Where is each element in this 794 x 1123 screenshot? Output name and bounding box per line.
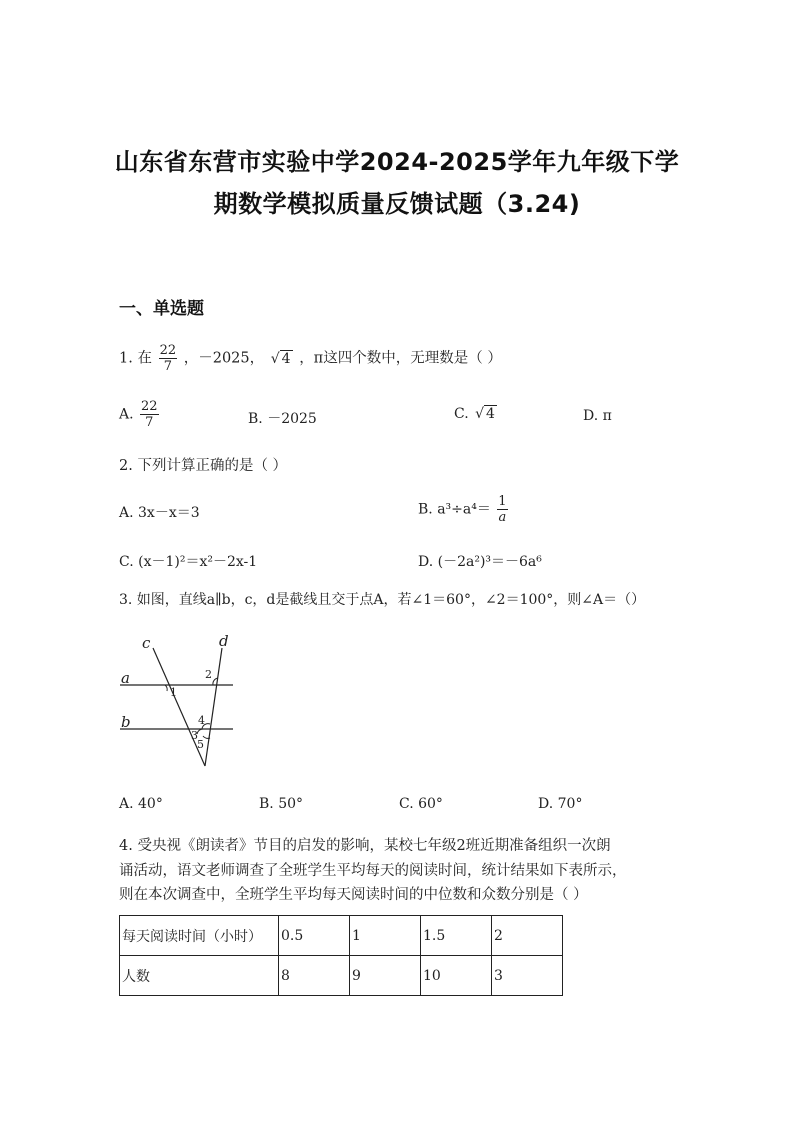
q1-prefix: 1. 在 — [119, 350, 152, 367]
question-4-line1: 4. 受央视《朗读者》节目的启发的影响，某校七年级2班近期准备组织一次朗 — [119, 838, 611, 854]
q1-option-a-den: 7 — [145, 415, 154, 430]
table-cell: 0.5 — [279, 916, 350, 956]
question-4-line3: 则在本次调查中，全班学生平均每天阅读时间的中位数和众数分别是（ ） — [119, 887, 588, 903]
angle-1-arc — [165, 685, 167, 691]
q2-option-a[interactable]: A. 3x－x＝3 — [119, 505, 200, 521]
angle-3-label: 3 — [191, 729, 198, 742]
angle-2-label: 2 — [205, 668, 212, 681]
table-cell: 3 — [492, 956, 563, 996]
q1-fraction — [159, 344, 178, 373]
table-header-row — [120, 916, 563, 956]
q1-option-b[interactable]: B. －2025 — [248, 411, 317, 427]
q1-option-a-num: 22 — [141, 399, 158, 414]
label-c: c — [142, 634, 151, 652]
q1-suffix: ，π这四个数中，无理数是（ ） — [299, 350, 502, 367]
label-b: b — [121, 713, 131, 731]
table-cell: 1.5 — [421, 916, 492, 956]
question-4-line2: 诵活动，语文老师调查了全班学生平均每天的阅读时间，统计结果如下表所示， — [119, 863, 627, 879]
table-cell: 2 — [492, 916, 563, 956]
angle-1-label: 1 — [170, 686, 177, 699]
q2-option-b-fraction — [497, 495, 507, 524]
doc-title-line2: 期数学模拟质量反馈试题（3.24) — [213, 190, 581, 218]
q3-option-a[interactable]: A. 40° — [119, 796, 163, 812]
q1-option-c-label: C. — [454, 406, 469, 422]
reading-time-table — [119, 915, 563, 996]
line-d — [205, 648, 222, 766]
q3-option-c[interactable]: C. 60° — [399, 796, 443, 812]
table-cell: 9 — [350, 956, 421, 996]
q1-sqrt-radicand: 4 — [281, 350, 291, 367]
question-2-stem: 2. 下列计算正确的是（ ） — [119, 458, 288, 474]
q1-option-c-radicand: 4 — [486, 406, 495, 422]
q1-frac-den: 7 — [163, 359, 172, 374]
q2-option-c[interactable]: C. (x－1)²＝x²－2x-1 — [119, 554, 258, 570]
label-a: a — [121, 669, 130, 687]
q1-option-a-label: A. — [119, 406, 134, 423]
q1-option-a-fraction — [140, 400, 159, 429]
q1-frac-num: 22 — [159, 343, 177, 358]
q2-option-b[interactable] — [418, 495, 510, 524]
angle-4-label: 4 — [198, 714, 205, 727]
table-cell: 人数 — [120, 956, 279, 996]
q2-option-d[interactable]: D. (－2a²)³＝－6a⁶ — [418, 554, 542, 570]
q1-option-a[interactable] — [119, 400, 161, 429]
table-row — [120, 956, 563, 996]
q1-option-d[interactable]: D. π — [583, 408, 612, 424]
table-cell: 1 — [350, 916, 421, 956]
question-3-stem: 3. 如图，直线a∥b，c，d是截线且交于点A，若∠1＝60°，∠2＝100°，则∠A＝（） — [119, 592, 646, 608]
table-cell: 8 — [279, 956, 350, 996]
q2-option-b-den: a — [498, 510, 507, 525]
question-1-stem — [119, 344, 502, 373]
angle-5-label: 5 — [197, 738, 204, 751]
table-cell: 每天阅读时间（小时） — [120, 916, 279, 956]
doc-title-line1: 山东省东营市实验中学2024-2025学年九年级下学 — [114, 148, 680, 176]
q2-option-b-num: 1 — [498, 494, 507, 509]
q3-option-d[interactable]: D. 70° — [538, 796, 583, 812]
q3-figure — [115, 628, 245, 773]
q3-option-b[interactable]: B. 50° — [259, 796, 304, 812]
label-d: d — [219, 632, 229, 650]
q2-option-b-text: B. a³÷a⁴＝ — [418, 501, 491, 518]
section-heading: 一、单选题 — [119, 299, 204, 319]
q1-option-c[interactable] — [454, 406, 499, 422]
q1-mid: ，－2025， — [183, 350, 265, 367]
table-cell: 10 — [421, 956, 492, 996]
q1-option-c-sqrt: √ 4 — [475, 406, 495, 422]
q1-sqrt: √ 4 — [270, 350, 291, 367]
